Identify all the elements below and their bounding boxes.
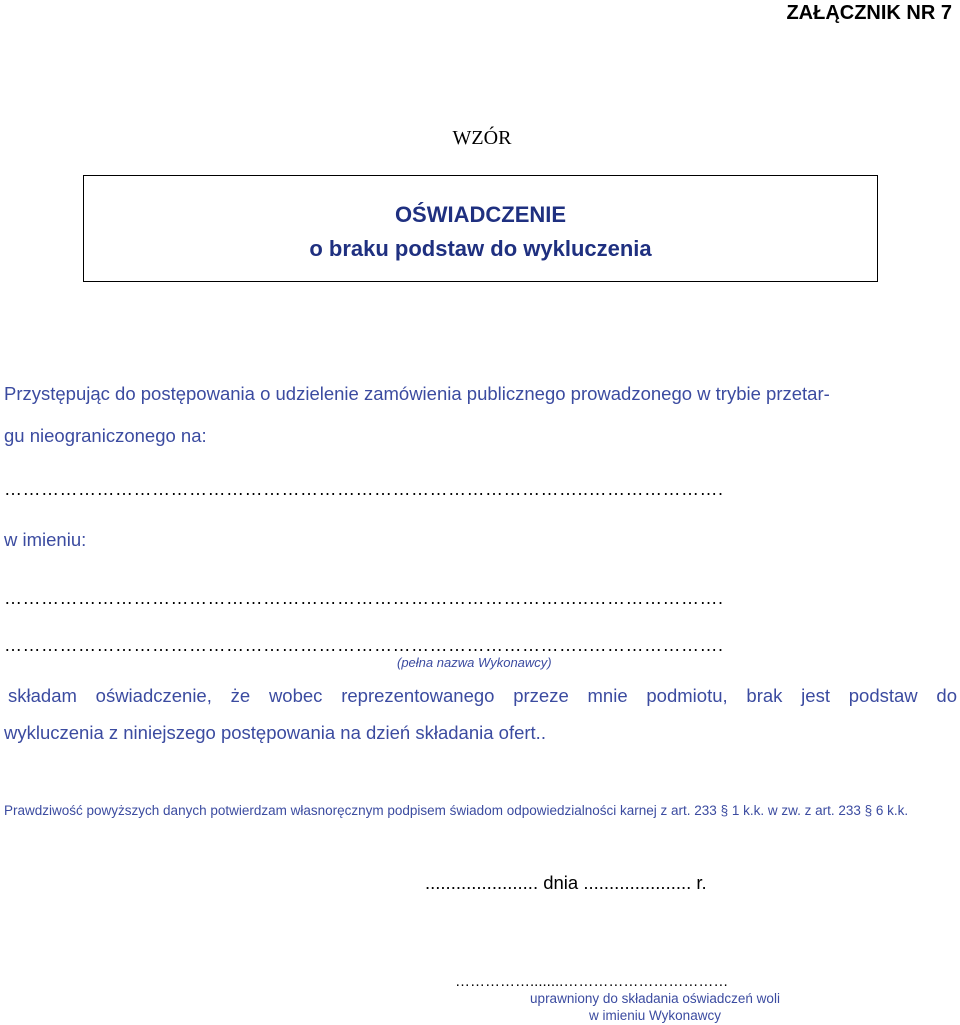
signature-caption-line-1: uprawniony do składania oświadczeń woli xyxy=(530,991,780,1006)
truth-clause: Prawdziwość powyższych danych potwierdzam własnoręcznym podpisem świadom odpowiedzialności karnej z art. 233 § 1 k.k. w zw. z art. 233 § 6 k.k. xyxy=(4,803,909,818)
intro-line-2: gu nieograniczonego na: xyxy=(4,425,207,446)
on-behalf-label: w imieniu: xyxy=(4,529,87,550)
statement-line-1: składam oświadczenie, że wobec reprezentowanego przeze mnie podmiotu, brak jest podstaw do xyxy=(8,685,957,706)
contractor-caption: (pełna nazwa Wykonawcy) xyxy=(397,655,552,670)
subject-blank-line: …………………………………………………………………………………..…………………. xyxy=(4,479,724,499)
annex-label: ZAŁĄCZNIK NR 7 xyxy=(786,2,952,24)
signature-caption-line-2: w imieniu Wykonawcy xyxy=(589,1008,721,1023)
document-title: OŚWIADCZENIE xyxy=(394,202,567,227)
template-label: WZÓR xyxy=(452,127,512,149)
contractor-blank-line-1: …………………………………………………………………………………..…………………. xyxy=(4,588,724,608)
date-line: ...................... dnia ..................... r. xyxy=(425,872,707,893)
statement-line-2: wykluczenia z niniejszego postępowania na dzień składania ofert.. xyxy=(4,722,546,743)
title-box xyxy=(83,175,878,282)
signature-blank-line: ……………........…………………………… xyxy=(455,973,729,990)
intro-line-1: Przystępując do postępowania o udzielenie zamówienia publicznego prowadzonego w trybie przetar- xyxy=(4,383,830,404)
contractor-blank-line-2: …………………………………………………………………………………..…………………. xyxy=(4,635,724,655)
document-subtitle: o braku podstaw do wykluczenia xyxy=(309,236,652,261)
